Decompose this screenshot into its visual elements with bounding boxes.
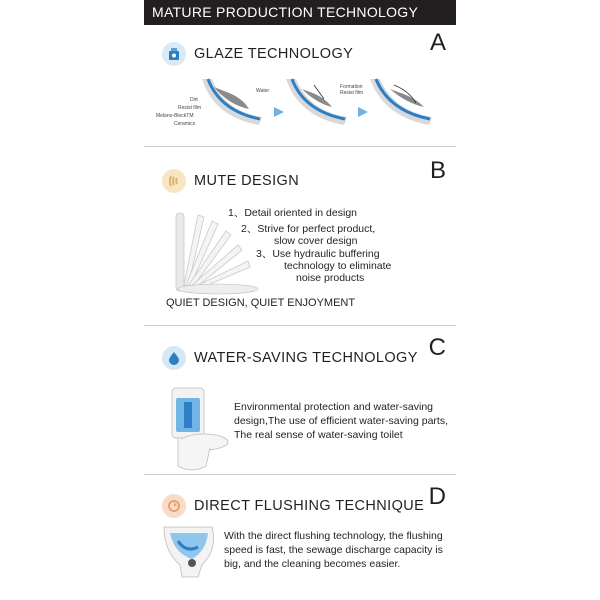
- glaze-label-formation: Formation: [340, 84, 363, 90]
- mute-point-2: 2、Strive for perfect product,: [241, 223, 376, 235]
- mute-point-3c: noise products: [296, 272, 365, 284]
- mute-icon: [162, 169, 186, 193]
- mute-title: MUTE DESIGN: [194, 173, 300, 189]
- header-title: MATURE PRODUCTION TECHNOLOGY: [152, 4, 419, 20]
- flush-title-row: [162, 491, 424, 521]
- glaze-label-resist-film: Resist film: [178, 105, 202, 111]
- mute-letter: B: [429, 157, 446, 184]
- glaze-title: GLAZE TECHNOLOGY: [194, 46, 354, 62]
- toilet-cistern-image: [162, 386, 232, 476]
- flush-icon: [162, 494, 186, 518]
- mute-title-row: [162, 166, 299, 196]
- section-mute: [144, 147, 456, 325]
- flush-title: DIRECT FLUSHING TECHNIQUE: [194, 498, 425, 514]
- section-glaze: [144, 25, 456, 146]
- water-line-3: The real sense of water-saving toilet: [234, 429, 403, 441]
- page-header: [144, 0, 456, 25]
- flushing-bowl-image: [162, 519, 222, 579]
- glaze-icon: [162, 42, 186, 66]
- section-water: [144, 326, 456, 474]
- mute-point-1: 1、Detail oriented in design: [228, 207, 357, 219]
- water-letter: C: [428, 334, 446, 361]
- glaze-label-ceramics: Ceramics: [174, 121, 196, 127]
- glaze-label-melano: Melano-BlockTM: [156, 113, 194, 119]
- flush-line-1: With the direct flushing technology, the flushing: [224, 530, 443, 542]
- section-flush: [144, 475, 456, 600]
- glaze-letter: A: [429, 29, 446, 56]
- water-title-row: [162, 343, 418, 373]
- water-line-2: design,The use of efficient water-saving parts,: [234, 415, 449, 427]
- mute-tagline: QUIET DESIGN, QUIET ENJOYMENT: [166, 297, 356, 309]
- flush-line-2: speed is fast, the sewage discharge capacity is: [224, 544, 443, 556]
- glaze-label-water: Water: [256, 88, 270, 94]
- flush-letter: D: [428, 483, 446, 510]
- water-drop-icon: [162, 346, 186, 370]
- mute-point-2b: slow cover design: [274, 235, 358, 247]
- water-line-1: Environmental protection and water-saving: [234, 401, 434, 413]
- glaze-label-dirt: Dirt: [190, 97, 198, 103]
- glaze-label-resist-film-2: Resist film: [340, 90, 364, 96]
- glaze-title-row: [162, 39, 353, 69]
- flush-line-3: big, and the cleaning becomes easier.: [224, 558, 401, 570]
- water-title: WATER-SAVING TECHNOLOGY: [194, 350, 418, 366]
- mute-point-3b: technology to eliminate: [284, 260, 392, 272]
- mute-point-3: 3、Use hydraulic buffering: [256, 248, 380, 260]
